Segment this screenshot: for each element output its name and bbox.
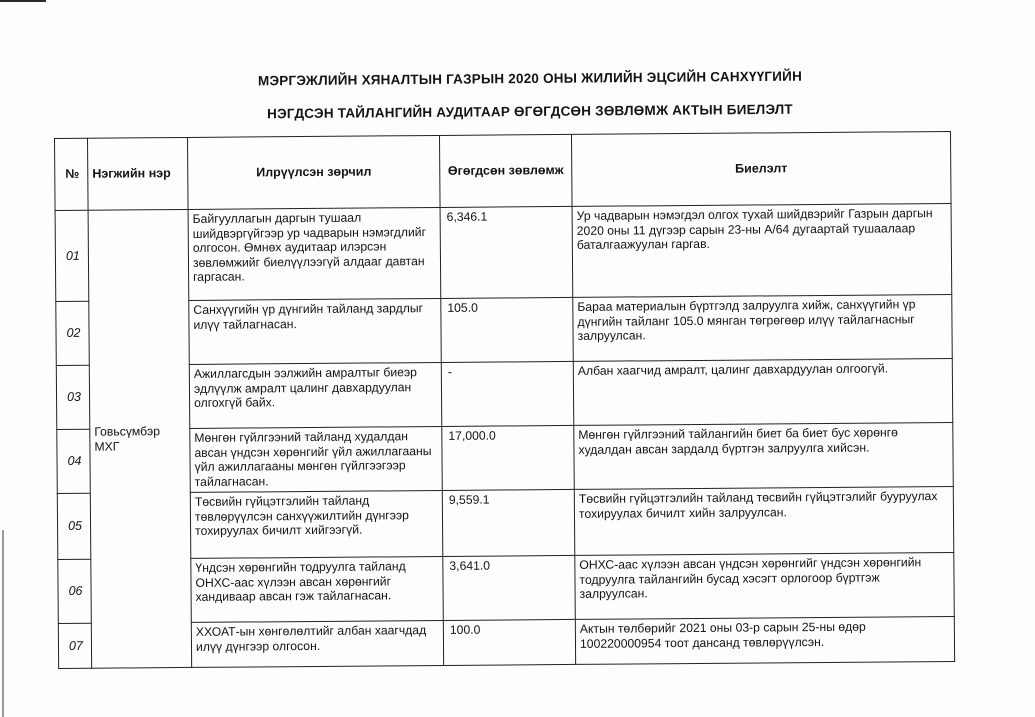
report-table bbox=[54, 131, 955, 669]
header-unit-name: Нэгжийн нэр bbox=[88, 137, 189, 210]
report-table-container bbox=[54, 131, 954, 668]
table-header-row bbox=[55, 131, 952, 210]
amount-cell: 105.0 bbox=[441, 297, 573, 362]
row-number: 01 bbox=[55, 210, 89, 301]
document-title-line-2: НЭГДСЭН ТАЙЛАНГИЙН АУДИТААР ӨГӨГДСӨН ЗӨВЛӨМЖ АКТЫН БИЕЛЭЛТ bbox=[267, 101, 793, 122]
table-row bbox=[56, 358, 952, 429]
status-cell: Ур чадварын нэмэгдэл олгох тухай шийдвэрийг Газрын даргын 2020 оны 11 дүгээр сарын 23-ны А/64 дугаартай тушаалаар баталгаажуулан гаргав. bbox=[572, 203, 952, 297]
amount-cell: 3,641.0 bbox=[443, 555, 575, 620]
unit-name-cell: Говьсүмбэр МХГ bbox=[88, 209, 192, 668]
row-number: 03 bbox=[56, 365, 90, 429]
header-violation: Илрүүлсэн зөрчил bbox=[187, 135, 440, 209]
violation-cell: Төсвийн гүйцэтгэлийн тайланд төвлөрүүлсэн санхүүжилтийн дүнгээр тохируулах бичилт хийгээгүй. bbox=[190, 490, 443, 558]
table-row bbox=[57, 422, 953, 493]
violation-cell: Санхүүгийн үр дүнгийн тайланд зардлыг илүү тайлагнасан. bbox=[189, 298, 441, 364]
table-row bbox=[57, 486, 953, 559]
document-title-line-1: МЭРГЭЖЛИЙН ХЯНАЛТЫН ГАЗРЫН 2020 ОНЫ ЖИЛИЙН ЭЦСИЙН САНХҮҮГИЙН bbox=[257, 68, 803, 89]
row-number: 04 bbox=[57, 429, 91, 493]
amount-cell: 100.0 bbox=[443, 619, 575, 665]
status-cell: Мөнгөн гүйлгээний тайлангийн биет ба биет бус хөрөнгө худалдан авсан зардалд бүртгэн залруулга хийсэн. bbox=[574, 422, 953, 489]
scan-edge-line bbox=[2, 530, 4, 717]
status-cell: Албан хаагчид амралт, цалинг давхардуулан олгоогүй. bbox=[573, 358, 952, 425]
table-row bbox=[58, 616, 954, 668]
row-number: 06 bbox=[58, 559, 92, 623]
violation-cell: Ажиллагсдын ээлжийн амралтыг биеэр эдлүүлж амралт цалинг давхардуулан олгохгүй байх. bbox=[189, 362, 441, 428]
table-row bbox=[55, 203, 952, 301]
header-fulfillment: Биелэлт bbox=[571, 131, 951, 206]
table-row bbox=[56, 294, 952, 365]
row-number: 02 bbox=[56, 301, 90, 365]
row-number: 07 bbox=[58, 623, 91, 668]
status-cell: Бараа материалын бүртгэлд залруулга хийж, санхүүгийн үр дүнгийн тайланг 105.0 мянган төгрөгөөр илүү тайлагнасныг залруулсан. bbox=[573, 294, 952, 361]
header-recommendation: Өгөгдсөн зөвлөмж bbox=[439, 134, 572, 207]
status-cell: Актын төлбөрийг 2021 оны 03-р сарын 25-ны өдөр 100220000954 тоот дансанд төвлөрүүлсэн. bbox=[575, 616, 954, 664]
violation-cell: ХХОАТ-ын хөнгөлөлтийг албан хаагчдад илүү дүнгээр олгосон. bbox=[191, 620, 443, 667]
table-row bbox=[58, 552, 954, 623]
amount-cell: 17,000.0 bbox=[442, 425, 574, 490]
violation-cell: Мөнгөн гүйлгээний тайланд худалдан авсан үндсэн хөрөнгийг үйл ажиллагааны үйл ажиллагааны мөнгөн гүйлгээгээр тайлагнасан. bbox=[190, 426, 442, 492]
violation-cell: Байгууллагын даргын тушаал шийдвэргүйгээр ур чадварын нэмэгдлийг олгосон. Өмнөх аудитаар илэрсэн зөвлөмжийг биелүүлээгүй алдааг давтан гаргасан. bbox=[188, 207, 441, 300]
header-number: № bbox=[55, 138, 89, 210]
amount-cell: 6,346.1 bbox=[440, 206, 573, 298]
violation-cell: Үндсэн хөрөнгийн тодруулга тайланд ОНХС-аас хүлээн авсан хөрөнгийг хандиваар авсан гэж тайлагнасан. bbox=[191, 556, 443, 622]
row-number: 05 bbox=[57, 493, 91, 559]
amount-cell: - bbox=[441, 361, 573, 426]
status-cell: Төсвийн гүйцэтгэлийн тайланд төсвийн гүйцэтгэлийг бууруулах тохируулах бичилт хийн залруулсан. bbox=[574, 486, 954, 555]
amount-cell: 9,559.1 bbox=[442, 489, 575, 556]
status-cell: ОНХС-аас хүлээн авсан үндсэн хөрөнгийг үндсэн хөрөнгийн тодруулга тайлангийн бусад хэсэгт орлогоор бүртгэж залруулсан. bbox=[575, 552, 954, 619]
corner-mark bbox=[0, 0, 46, 2]
